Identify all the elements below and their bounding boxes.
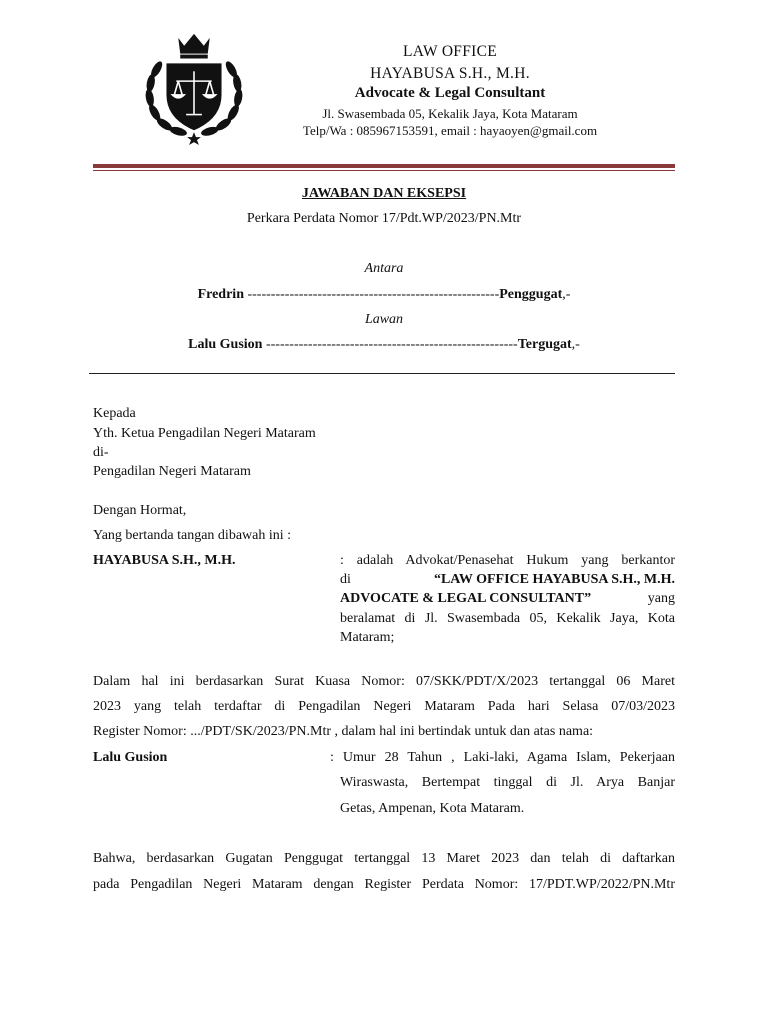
plaintiff-dashes: ------------------------------------------------------ [247, 287, 500, 302]
office-label: LAW OFFICE [402, 43, 498, 60]
plaintiff-suffix: ,- [562, 287, 571, 302]
recipient-line-1: Yth. Ketua Pengadilan Negeri Mataram [93, 426, 316, 441]
versus-label: Lawan [364, 312, 404, 327]
para2-line-2: pada Pengadilan Negeri Mataram dengan Register Perdata Nomor: 17/PDT.WP/2022/PN.Mtr [93, 877, 675, 892]
para1-line-3: Register Nomor: .../PDT/SK/2023/PN.Mtr , dalam hal ini bertindak untuk dan atas nama: [93, 724, 594, 739]
lawyer-name: HAYABUSA S.H., M.H. [93, 553, 236, 568]
intro-line: Yang bertanda tangan dibawah ini : [93, 528, 292, 543]
defendant-name: Lalu Gusion [188, 337, 263, 352]
document-title: JAWABAN DAN EKSEPSI [301, 186, 467, 201]
defendant-dashes: ------------------------------------------------------ [265, 337, 518, 352]
defendant-line [93, 337, 675, 353]
lawyer-desc-2b: “LAW OFFICE HAYABUSA S.H., M.H. [433, 572, 675, 587]
recipient-to: Kepada [93, 406, 136, 421]
client-desc-1: : Umur 28 Tahun , Laki-laki, Agama Islam, Pekerjaan [330, 750, 675, 765]
client-name: Lalu Gusion [93, 750, 168, 765]
section-divider [89, 373, 675, 374]
lawyer-desc-2a: di [340, 572, 351, 587]
lawyer-desc-1: : adalah Advokat/Penasehat Hukum yang berkantor [340, 553, 675, 568]
client-desc-3: Getas, Ampenan, Kota Mataram. [340, 801, 525, 816]
lawyer-desc-2 [340, 572, 675, 588]
lawyer-desc-3a: ADVOCATE & LEGAL CONSULTANT” [340, 591, 592, 606]
plaintiff-line [93, 287, 675, 303]
recipient-line-2: di- [93, 445, 109, 460]
lawyer-desc-4: beralamat di Jl. Swasembada 05, Kekalik Jaya, Kota [340, 611, 675, 626]
defendant-suffix: ,- [571, 337, 580, 352]
between-label: Antara [364, 261, 404, 276]
lawyer-desc-3b: yang [647, 591, 675, 606]
case-number: Perkara Perdata Nomor 17/Pdt.WP/2023/PN.Mtr [246, 211, 522, 226]
lawyer-desc-3 [340, 591, 675, 607]
office-contact: Telp/Wa : 085967153591, email : hayaoyen@gmail.com [302, 123, 598, 138]
office-address: Jl. Swasembada 05, Kekalik Jaya, Kota Mataram [322, 106, 578, 121]
office-tagline: Advocate & Legal Consultant [354, 85, 546, 101]
lawyer-desc-5: Mataram; [340, 630, 395, 645]
client-desc-2: Wiraswasta, Bertempat tinggal di Jl. Arya Banjar [340, 775, 675, 790]
para2-line-1: Bahwa, berdasarkan Gugatan Penggugat tertanggal 13 Maret 2023 dan telah di daftarkan [93, 851, 675, 866]
defendant-role: Tergugat [517, 337, 572, 352]
recipient-line-3: Pengadilan Negeri Mataram [93, 464, 251, 479]
para1-line-1: Dalam hal ini berdasarkan Surat Kuasa Nomor: 07/SKK/PDT/X/2023 tertanggal 06 Maret [93, 674, 675, 689]
greeting: Dengan Hormat, [93, 503, 187, 518]
plaintiff-name: Fredrin [197, 287, 244, 302]
para1-line-2: 2023 yang telah terdaftar di Pengadilan Negeri Mataram Pada hari Selasa 07/03/2023 [93, 699, 675, 714]
office-name: HAYABUSA S.H., M.H. [370, 65, 530, 82]
letterhead-rule-thick [93, 164, 675, 168]
letterhead-rule-thin [93, 170, 675, 171]
plaintiff-role: Penggugat [499, 287, 563, 302]
